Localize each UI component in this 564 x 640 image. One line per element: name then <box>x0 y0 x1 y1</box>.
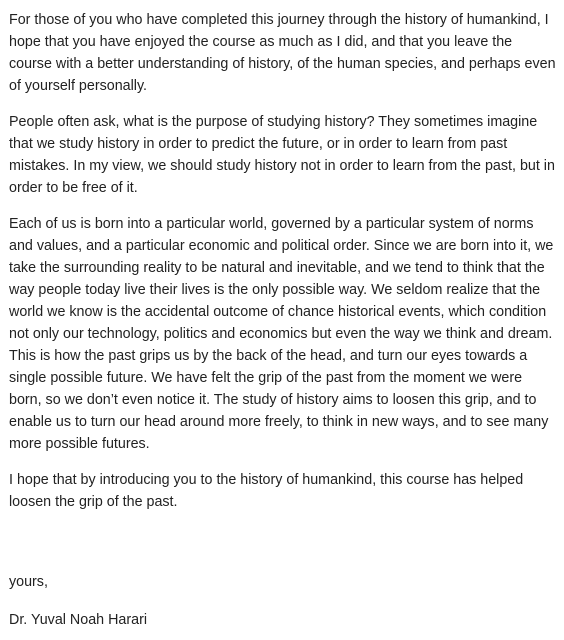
letter-closing: yours, <box>9 574 48 590</box>
letter-paragraph-3: Each of us is born into a particular world, governed by a particular system of norms and values, and a particular economic and political order. Since we are born into it, we take the surrounding reality to be natural and inevitable, and we tend to think that the way people today live their lives is the only possible way. We seldom realize that the world we know is the accidental outcome of chance historical events, which condition not only our technology, politics and economics but even the way we think and dream. This is how the past grips us by the back of the head, and turn our eyes towards a single possible future. We have felt the grip of the past from the moment we were born, so we don’t even notice it. The study of history aims to loosen this grip, and to enable us to turn our head around more freely, to think in new ways, and to see many more possible futures. <box>9 216 554 452</box>
letter-paragraph-4: I hope that by introducing you to the history of humankind, this course has helped loosen the grip of the past. <box>9 472 524 510</box>
letter-paragraph-2: People often ask, what is the purpose of studying history? They sometimes imagine that we study history in order to predict the future, or in order to learn from past mistakes. In my view, we should study history not in order to learn from the past, but in order to be free of it. <box>9 114 555 196</box>
letter-paragraph-1: For those of you who have completed this journey through the history of humankind, I hope that you have enjoyed the course as much as I did, and that you leave the course with a better understanding of history, of the human species, and perhaps even of yourself personally. <box>9 12 556 94</box>
letter-signature: Dr. Yuval Noah Harari <box>9 612 148 628</box>
letter-body <box>9 9 557 631</box>
spacer <box>9 527 557 571</box>
